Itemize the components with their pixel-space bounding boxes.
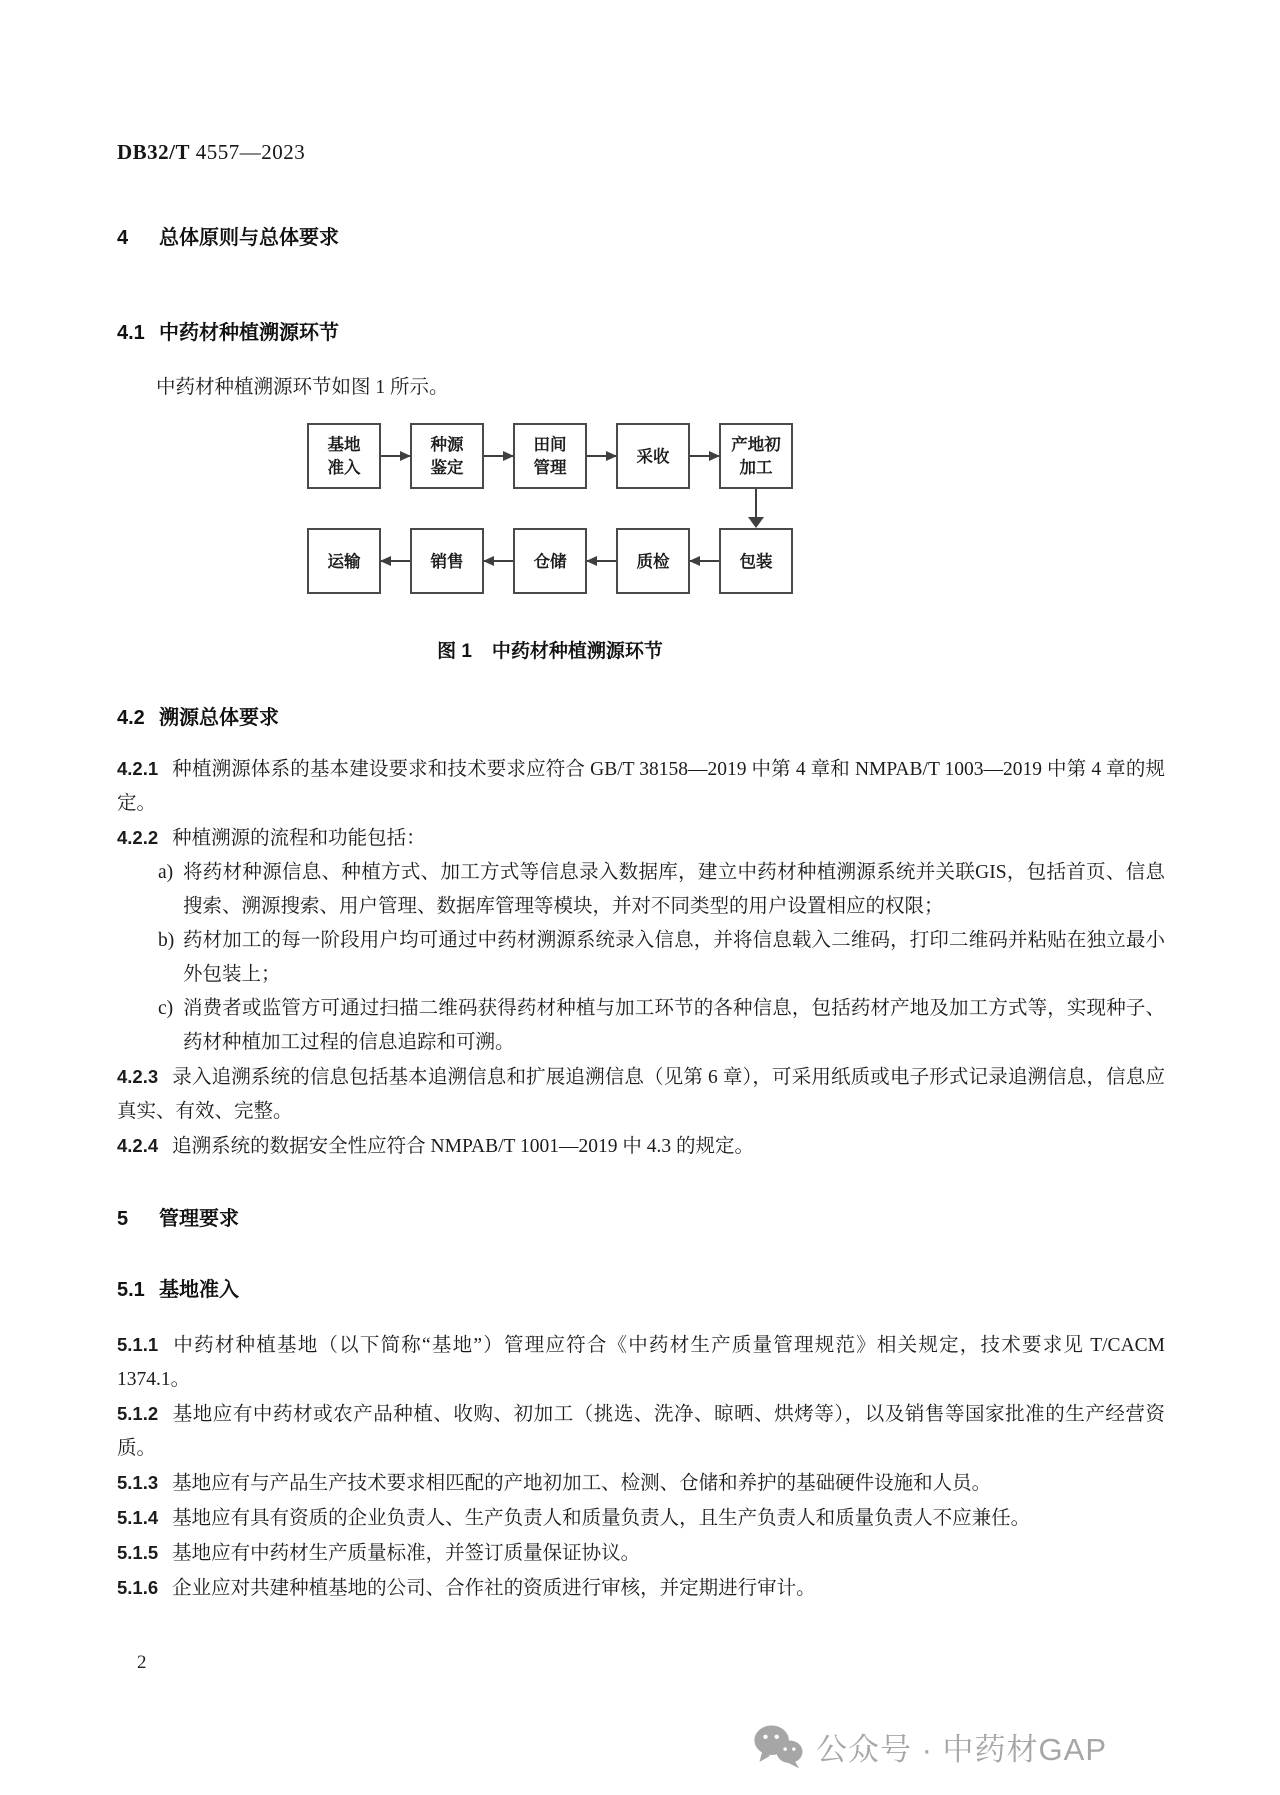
doc-number xyxy=(117,140,1165,165)
clause-text: 追溯系统的数据安全性应符合 NMPAB/T 1001—2019 中 4.3 的规定。 xyxy=(172,1136,754,1157)
list-text: 药材加工的每一阶段用户均可通过中药材溯源系统录入信息，并将信息载入二维码，打印二维码并粘贴在独立最小外包装上； xyxy=(183,930,1165,985)
wechat-icon xyxy=(752,1723,804,1769)
list-marker: a) xyxy=(158,862,174,883)
list-marker: b) xyxy=(158,930,175,951)
doc-number-suffix: 4557—2023 xyxy=(190,140,306,164)
flow-node-seed-identification xyxy=(410,423,484,489)
clause-5-1-4 xyxy=(117,1501,1165,1536)
flow-node-primary-processing xyxy=(719,423,793,489)
flowchart-row-2 xyxy=(307,528,793,594)
node-label: 质检 xyxy=(636,551,670,571)
clause-number: 5.1.4 xyxy=(117,1507,159,1528)
arrow-right-icon xyxy=(484,455,513,457)
clause-4-2-4 xyxy=(117,1129,1165,1164)
section-title: 管理要求 xyxy=(159,1208,239,1230)
section-number: 4 xyxy=(117,227,129,249)
arrow-right-icon xyxy=(690,455,719,457)
list-marker: c) xyxy=(158,998,174,1019)
section-title: 总体原则与总体要求 xyxy=(159,227,339,249)
clause-5-1-1 xyxy=(117,1328,1165,1397)
node-label: 包装 xyxy=(739,551,773,571)
arrow-down-head-icon xyxy=(748,517,764,528)
section-4-1-heading xyxy=(117,316,1165,345)
clause-number: 5.1.1 xyxy=(117,1334,159,1355)
list-text: 消费者或监管方可通过扫描二维码获得药材种植与加工环节的各种信息，包括药材产地及加工方式等，实现种子、药材种植加工过程的信息追踪和可溯。 xyxy=(183,998,1165,1053)
flowchart-row-1 xyxy=(307,423,793,489)
clause-5-1-3 xyxy=(117,1466,1165,1501)
clause-text: 录入追溯系统的信息包括基本追溯信息和扩展追溯信息（见第 6 章），可采用纸质或电子形式记录追溯信息，信息应真实、有效、完整。 xyxy=(117,1067,1165,1122)
clause-text: 基地应有与产品生产技术要求相匹配的产地初加工、检测、仓储和养护的基础硬件设施和人员。 xyxy=(172,1473,992,1494)
page-number: 2 xyxy=(137,1652,147,1673)
arrow-left-icon xyxy=(484,560,513,562)
clause-number: 5.1.6 xyxy=(117,1577,159,1598)
figure-1-caption xyxy=(307,636,793,663)
flow-node-quality-inspection xyxy=(616,528,690,594)
flow-node-base-entry xyxy=(307,423,381,489)
clause-5-1-5 xyxy=(117,1536,1165,1571)
clause-text: 种植溯源的流程和功能包括： xyxy=(172,828,426,849)
arrow-right-icon xyxy=(587,455,616,457)
node-label: 田间 xyxy=(533,435,567,454)
watermark-text: 公众号 · 中药材GAP xyxy=(816,1731,1108,1767)
node-label: 管理 xyxy=(533,458,567,477)
arrow-right-icon xyxy=(381,455,410,457)
section-number: 4.1 xyxy=(117,322,145,344)
node-label: 销售 xyxy=(430,551,464,571)
intro-paragraph: 中药材种植溯源环节如图 1 所示。 xyxy=(156,377,449,398)
clause-number: 5.1.2 xyxy=(117,1403,159,1424)
section-5-1-heading xyxy=(117,1273,1165,1302)
clause-text: 中药材种植基地（以下简称“基地”）管理应符合《中药材生产质量管理规范》相关规定，技术要求见 T/CACM 1374.1。 xyxy=(117,1335,1165,1390)
flow-node-field-management xyxy=(513,423,587,489)
clause-text: 基地应有中药材或农产品种植、收购、初加工（挑选、洗净、晾晒、烘烤等），以及销售等国家批准的生产经营资质。 xyxy=(117,1404,1165,1459)
clause-number: 4.2.3 xyxy=(117,1066,159,1087)
flow-node-transport xyxy=(307,528,381,594)
figure-caption-title: 中药材种植溯源环节 xyxy=(491,641,663,662)
node-label: 采收 xyxy=(636,446,670,466)
flow-node-harvest xyxy=(616,423,690,489)
node-label: 准入 xyxy=(327,458,361,477)
arrow-left-icon xyxy=(381,560,410,562)
arrow-down-icon xyxy=(755,489,757,518)
section-number: 5 xyxy=(117,1208,129,1230)
node-label: 仓储 xyxy=(533,551,567,571)
clause-4-2-3 xyxy=(117,1060,1165,1129)
node-label: 基地 xyxy=(327,435,361,454)
clause-number: 5.1.5 xyxy=(117,1542,159,1563)
list-item-a xyxy=(117,856,1165,924)
clause-number: 4.2.4 xyxy=(117,1135,159,1156)
watermark xyxy=(752,1723,1107,1769)
list-text: 将药材种源信息、种植方式、加工方式等信息录入数据库，建立中药材种植溯源系统并关联GIS，包括首页、信息搜索、溯源搜索、用户管理、数据库管理等模块，并对不同类型的用户设置相应的权限； xyxy=(183,862,1165,917)
clause-4-2-1 xyxy=(117,752,1165,821)
node-label: 产地初 xyxy=(731,435,781,454)
clause-5-1-2 xyxy=(117,1397,1165,1466)
clause-5-1-6 xyxy=(117,1571,1165,1606)
list-item-b xyxy=(117,924,1165,992)
flow-node-sales xyxy=(410,528,484,594)
section-title: 中药材种植溯源环节 xyxy=(159,322,339,344)
node-label: 运输 xyxy=(327,551,361,571)
clause-text: 企业应对共建种植基地的公司、合作社的资质进行审核，并定期进行审计。 xyxy=(172,1578,816,1599)
flow-node-packaging xyxy=(719,528,793,594)
doc-number-prefix: DB32/T xyxy=(117,140,191,164)
node-label: 鉴定 xyxy=(430,458,464,477)
section-5-heading xyxy=(117,1202,1165,1231)
node-label: 种源 xyxy=(430,435,464,454)
figure-1-flowchart xyxy=(307,423,793,594)
section-4-heading xyxy=(117,221,1165,250)
arrow-left-icon xyxy=(587,560,616,562)
clause-number: 5.1.3 xyxy=(117,1472,159,1493)
section-number: 4.2 xyxy=(117,707,145,729)
section-title: 基地准入 xyxy=(159,1279,239,1301)
clause-text: 基地应有中药材生产质量标准，并签订质量保证协议。 xyxy=(172,1543,641,1564)
node-label: 加工 xyxy=(739,458,773,477)
clause-number: 4.2.1 xyxy=(117,758,159,779)
section-title: 溯源总体要求 xyxy=(159,707,279,729)
clause-number: 4.2.2 xyxy=(117,827,159,848)
clause-4-2-2 xyxy=(117,821,1165,856)
list-item-c xyxy=(117,992,1165,1060)
section-4-2-heading xyxy=(117,701,1165,730)
arrow-left-icon xyxy=(690,560,719,562)
flowchart-vertical-connector xyxy=(307,489,793,528)
clause-text: 基地应有具有资质的企业负责人、生产负责人和质量负责人，且生产负责人和质量负责人不应兼任。 xyxy=(172,1508,1031,1529)
figure-caption-label: 图 1 xyxy=(437,641,472,662)
clause-text: 种植溯源体系的基本建设要求和技术要求应符合 GB/T 38158—2019 中第 4 章和 NMPAB/T 1003—2019 中第 4 章的规定。 xyxy=(117,759,1165,814)
section-number: 5.1 xyxy=(117,1279,145,1301)
flow-node-storage xyxy=(513,528,587,594)
